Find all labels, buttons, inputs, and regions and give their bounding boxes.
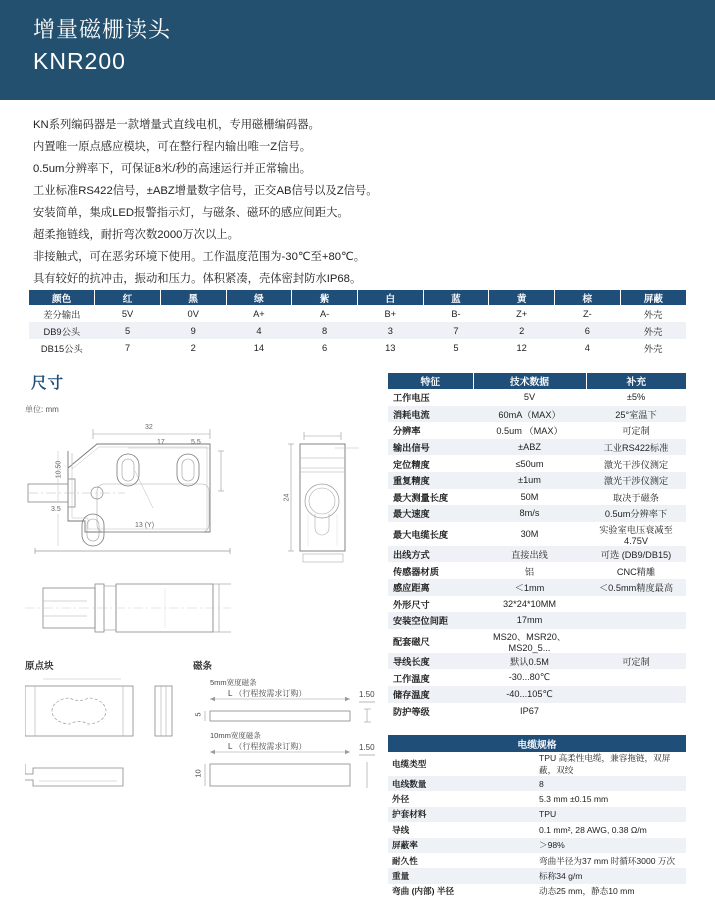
wire-col-header: 绿 <box>226 290 292 305</box>
specification-table-container <box>388 373 686 719</box>
table-row <box>388 389 686 406</box>
table-row <box>29 322 686 339</box>
cable-value: ＞98% <box>537 838 686 853</box>
spec-key: 安装空位间距 <box>388 612 473 629</box>
spec-key: 感应距离 <box>388 579 473 596</box>
wire-cell: A- <box>292 305 358 322</box>
dimensions-section-title: 尺寸 <box>31 375 65 392</box>
description-line: 超柔拖链线，耐折弯次数2000万次以上。 <box>33 229 239 241</box>
spec-key: 导线长度 <box>388 653 473 670</box>
spec-note: 可定制 <box>586 653 686 670</box>
spec-value: 32*24*10MM <box>473 596 586 613</box>
description-line: 非接触式，可在恶劣环境下使用。工作温度范围为-30℃至+80℃。 <box>33 251 365 263</box>
wire-cell: 外壳 <box>620 305 686 322</box>
wire-col-header: 白 <box>357 290 423 305</box>
spec-value: 默认0.5M <box>473 653 586 670</box>
table-row <box>29 305 686 322</box>
table-row <box>388 406 686 423</box>
wire-cell: Z+ <box>489 305 555 322</box>
spec-note: 工业RS422标准 <box>586 439 686 456</box>
spec-key: 储存温度 <box>388 686 473 703</box>
spec-key: 分辨率 <box>388 422 473 439</box>
cable-value: TPU 高柔性电缆，兼容拖链，双屏蔽，双绞 <box>537 752 686 776</box>
cable-key: 弯曲 (内部) 半径 <box>388 884 537 899</box>
wire-cell: A+ <box>226 305 292 322</box>
cable-key: 外径 <box>388 791 537 806</box>
spec-note: ＜0.5mm精度最高 <box>586 579 686 596</box>
strip-10mm-length-note: L （行程按需求订购） <box>228 742 307 751</box>
spec-value: MS20、MSR20、MS20_5... <box>473 629 586 653</box>
spec-note <box>586 669 686 686</box>
spec-note: 实验室电压衰减至4.75V <box>586 522 686 546</box>
spec-value: ±1um <box>473 472 586 489</box>
spec-col-header: 特征 <box>388 373 473 389</box>
dim-32-label: 32 <box>145 424 153 431</box>
spec-value: ＜1mm <box>473 579 586 596</box>
dim-10-5-label: 10.50 <box>55 460 63 479</box>
table-row <box>388 505 686 522</box>
spec-col-header: 技术数据 <box>473 373 586 389</box>
page-header-banner <box>0 0 715 100</box>
table-row <box>388 596 686 613</box>
spec-col-header: 补充 <box>586 373 686 389</box>
wire-cell: B- <box>423 305 489 322</box>
table-row <box>388 455 686 472</box>
dim-3-5-label: 3.5 <box>51 506 61 513</box>
wire-cell: DB15公头 <box>29 339 95 356</box>
spec-note <box>586 612 686 629</box>
cable-value: 8 <box>537 776 686 791</box>
spec-value: -30...80℃ <box>473 669 586 686</box>
wire-col-header: 蓝 <box>423 290 489 305</box>
table-header-row <box>388 373 686 389</box>
table-row <box>388 612 686 629</box>
wire-cell: B+ <box>357 305 423 322</box>
drawing-canvas <box>25 396 385 816</box>
spec-key: 最大电缆长度 <box>388 522 473 546</box>
wire-cell: 外壳 <box>620 339 686 356</box>
product-model-title: KNR200 <box>33 48 126 74</box>
table-row <box>388 686 686 703</box>
description-line: 安装简单，集成LED报警指示灯，与磁条、磁环的感应间距大。 <box>33 207 349 219</box>
spec-note: 激光干涉仪测定 <box>586 472 686 489</box>
strip-5mm-label: 5mm宽度磁条 <box>210 678 257 687</box>
table-row <box>388 752 686 776</box>
dim-5-5-label: 5.5 <box>191 439 201 446</box>
wire-cell: 差分输出 <box>29 305 95 322</box>
wire-col-header: 紫 <box>292 290 358 305</box>
wire-cell: DB9公头 <box>29 322 95 339</box>
table-row <box>388 807 686 822</box>
spec-key: 工作温度 <box>388 669 473 686</box>
cable-value: 动态25 mm，静态10 mm <box>537 884 686 899</box>
table-row <box>388 629 686 653</box>
cable-key: 重量 <box>388 868 537 883</box>
table-header-row <box>388 735 686 752</box>
table-row <box>388 791 686 806</box>
spec-key: 输出信号 <box>388 439 473 456</box>
spec-note: 可定制 <box>586 422 686 439</box>
spec-value: -40...105℃ <box>473 686 586 703</box>
cable-key: 屏蔽率 <box>388 838 537 853</box>
spec-note <box>586 629 686 653</box>
spec-key: 工作电压 <box>388 389 473 406</box>
wire-cell: 5 <box>423 339 489 356</box>
spec-note <box>586 596 686 613</box>
table-row <box>388 776 686 791</box>
description-line: 工业标准RS422信号，±ABZ增量数字信号，正交AB信号以及Z信号。 <box>33 185 378 197</box>
table-row <box>388 439 686 456</box>
cable-value: 弯曲半径为37 mm 时循环3000 万次 <box>537 853 686 868</box>
wire-col-header: 黄 <box>489 290 555 305</box>
spec-key: 重复精度 <box>388 472 473 489</box>
dim-24-label: 24 <box>283 493 291 502</box>
wire-cell: 5 <box>95 322 161 339</box>
product-type-title: 增量磁栅读头 <box>33 17 172 42</box>
table-header-row <box>29 290 686 305</box>
spec-value: 5V <box>473 389 586 406</box>
description-line: 内置唯一原点感应模块，可在整行程内输出唯一Z信号。 <box>33 141 312 153</box>
spec-key: 传感器材质 <box>388 562 473 579</box>
wire-cell: 外壳 <box>620 322 686 339</box>
wire-cell: 4 <box>555 339 621 356</box>
table-row <box>388 562 686 579</box>
description-line: KN系列编码器是一款增量式直线电机，专用磁栅编码器。 <box>33 119 320 131</box>
wire-cell: 13 <box>357 339 423 356</box>
spec-key: 最大测量长度 <box>388 489 473 506</box>
cable-spec-table-container <box>388 735 686 899</box>
wire-cell: 4 <box>226 322 292 339</box>
wire-cell: 2 <box>160 339 226 356</box>
wire-cell: 14 <box>226 339 292 356</box>
cable-value: 5.3 mm ±0.15 mm <box>537 791 686 806</box>
dim-13-label: 13 (Y) <box>135 522 155 529</box>
wire-col-header: 红 <box>95 290 161 305</box>
description-line: 0.5um分辨率下，可保证8米/秒的高速运行并正常输出。 <box>33 163 312 175</box>
table-row <box>388 822 686 837</box>
wire-cell: 8 <box>292 322 358 339</box>
spec-key: 最大速度 <box>388 505 473 522</box>
spec-note: 可选 (DB9/DB15) <box>586 546 686 563</box>
spec-value: ≤50um <box>473 455 586 472</box>
unit-note-label: 单位: mm <box>25 405 59 414</box>
specification-table <box>388 373 686 719</box>
wire-color-table <box>29 290 686 356</box>
wire-cell: 3 <box>357 322 423 339</box>
table-row <box>388 579 686 596</box>
spec-note: 取决于磁条 <box>586 489 686 506</box>
spec-key: 防护等级 <box>388 703 473 720</box>
wire-cell: 7 <box>95 339 161 356</box>
origin-block-label: 原点块 <box>25 661 54 672</box>
magnetic-strip-label: 磁条 <box>193 661 213 672</box>
wire-cell: 2 <box>489 322 555 339</box>
spec-value: 铝 <box>473 562 586 579</box>
description-line: 具有较好的抗冲击，振动和压力。体积紧凑，壳体密封防水IP68。 <box>33 273 362 285</box>
strip-10mm-height: 10 <box>193 769 203 778</box>
reader-body-outline <box>68 444 210 532</box>
cable-key: 电线数量 <box>388 776 537 791</box>
cable-spec-table <box>388 735 686 899</box>
spec-note <box>586 703 686 720</box>
wire-cell: 6 <box>555 322 621 339</box>
table-row <box>388 884 686 899</box>
dimension-drawings <box>25 396 385 816</box>
strip-10mm-label: 10mm宽度磁条 <box>210 731 261 740</box>
spec-value: IP67 <box>473 703 586 720</box>
spec-value: ±ABZ <box>473 439 586 456</box>
product-description <box>33 118 553 294</box>
spec-note: 25°室温下 <box>586 406 686 423</box>
spec-value: 60mA（MAX） <box>473 406 586 423</box>
spec-note: 0.5um分辨率下 <box>586 505 686 522</box>
strip-5mm-length-note: L （行程按需求订购） <box>228 689 307 698</box>
spec-value: 8m/s <box>473 505 586 522</box>
wire-col-header: 黑 <box>160 290 226 305</box>
spec-note <box>586 686 686 703</box>
wire-cell: 5V <box>95 305 161 322</box>
spec-key: 外形尺寸 <box>388 596 473 613</box>
wire-cell: 12 <box>489 339 555 356</box>
cable-table-title: 电缆规格 <box>388 735 686 752</box>
dim-17-label: 17 <box>157 439 165 446</box>
table-row <box>388 546 686 563</box>
table-row <box>29 339 686 356</box>
spec-value: 直接出线 <box>473 546 586 563</box>
cable-key: 护套材料 <box>388 807 537 822</box>
wire-col-header: 颜色 <box>29 290 95 305</box>
table-row <box>388 422 686 439</box>
spec-note: ±5% <box>586 389 686 406</box>
wire-cell: Z- <box>555 305 621 322</box>
wire-cell: 6 <box>292 339 358 356</box>
spec-value: 30M <box>473 522 586 546</box>
spec-note: 激光干涉仪测定 <box>586 455 686 472</box>
spec-value: 17mm <box>473 612 586 629</box>
wire-col-header: 棕 <box>555 290 621 305</box>
table-row <box>388 703 686 720</box>
strip-5mm-thickness: 1.50 <box>359 690 375 699</box>
strip-5mm-height: 5 <box>193 712 203 717</box>
spec-value: 50M <box>473 489 586 506</box>
spec-key: 配套磁尺 <box>388 629 473 653</box>
table-row <box>388 522 686 546</box>
wire-color-table-container <box>29 290 686 356</box>
table-row <box>388 838 686 853</box>
table-row <box>388 868 686 883</box>
spec-key: 出线方式 <box>388 546 473 563</box>
wire-cell: 9 <box>160 322 226 339</box>
cable-key: 电缆类型 <box>388 752 537 776</box>
cable-value: 标称34 g/m <box>537 868 686 883</box>
wire-cell: 0V <box>160 305 226 322</box>
table-row <box>388 669 686 686</box>
spec-note: CNC精雕 <box>586 562 686 579</box>
spec-value: 0.5um （MAX） <box>473 422 586 439</box>
cable-key: 导线 <box>388 822 537 837</box>
table-row <box>388 489 686 506</box>
cable-key: 耐久性 <box>388 853 537 868</box>
table-row <box>388 853 686 868</box>
cable-value: TPU <box>537 807 686 822</box>
table-row <box>388 472 686 489</box>
cable-value: 0.1 mm², 28 AWG, 0.38 Ω/m <box>537 822 686 837</box>
wire-cell: 7 <box>423 322 489 339</box>
strip-10mm-thickness: 1.50 <box>359 743 375 752</box>
spec-key: 消耗电流 <box>388 406 473 423</box>
table-row <box>388 653 686 670</box>
spec-key: 定位精度 <box>388 455 473 472</box>
wire-col-header: 屏蔽 <box>620 290 686 305</box>
